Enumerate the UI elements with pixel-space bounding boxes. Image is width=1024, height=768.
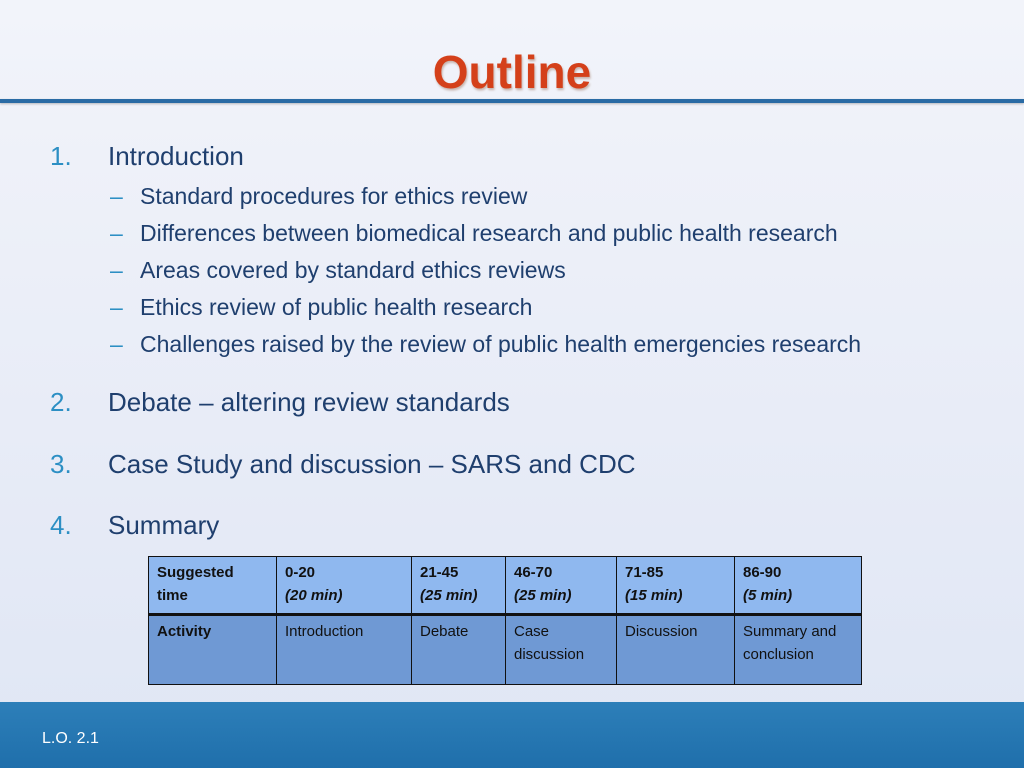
time-duration: (20 min) xyxy=(285,587,343,604)
outline-item-label: Case Study and discussion – SARS and CDC xyxy=(108,449,636,479)
time-range: 71-85 xyxy=(625,564,664,581)
dash-bullet: – xyxy=(110,183,123,209)
activity-line1: Discussion xyxy=(625,623,698,640)
footer-bar xyxy=(0,702,1024,768)
activity-line2: discussion xyxy=(514,646,585,663)
time-cell xyxy=(506,557,617,615)
slide-title: Outline xyxy=(432,46,592,98)
time-duration: (15 min) xyxy=(625,587,683,604)
time-cell xyxy=(277,557,412,615)
time-duration: (25 min) xyxy=(420,587,478,604)
table-row-time xyxy=(149,557,862,615)
activity-cell xyxy=(412,615,506,685)
time-range: 46-70 xyxy=(514,564,553,581)
outline-subitem-text: Ethics review of public health research xyxy=(140,294,533,320)
outline-item-number: 3. xyxy=(50,449,72,479)
outline-item-label: Debate – altering review standards xyxy=(108,387,510,417)
outline-subitem xyxy=(0,181,1024,211)
outline-subitem-text: Challenges raised by the review of public health emergencies research xyxy=(140,331,862,357)
activity-cell xyxy=(277,615,412,685)
outline-item-number: 1. xyxy=(50,141,72,171)
time-cell xyxy=(735,557,862,615)
time-range: 86-90 xyxy=(743,564,782,581)
outline-subitem-text: Standard procedures for ethics review xyxy=(140,183,528,209)
dash-bullet: – xyxy=(110,331,123,357)
footer-label: L.O. 2.1 xyxy=(42,730,99,747)
outline-subitem xyxy=(0,329,1024,359)
outline-subitem-text: Areas covered by standard ethics reviews xyxy=(140,257,566,283)
dash-bullet: – xyxy=(110,257,123,283)
outline-subitem xyxy=(0,218,1024,248)
activity-line2: conclusion xyxy=(743,646,814,663)
activity-cell xyxy=(617,615,735,685)
time-cell xyxy=(412,557,506,615)
outline-item-number: 4. xyxy=(50,510,72,540)
time-header-line2: time xyxy=(157,587,188,604)
activity-cell xyxy=(506,615,617,685)
activity-line1: Debate xyxy=(420,623,469,640)
activity-header-cell xyxy=(149,615,277,685)
time-range: 21-45 xyxy=(420,564,459,581)
activity-line1: Introduction xyxy=(285,623,364,640)
time-duration: (5 min) xyxy=(743,587,793,604)
schedule-table xyxy=(148,556,862,685)
activity-header: Activity xyxy=(157,623,212,640)
outline-item-label: Introduction xyxy=(108,141,244,171)
time-range: 0-20 xyxy=(285,564,316,581)
time-cell xyxy=(617,557,735,615)
time-header-cell xyxy=(149,557,277,615)
outline-subitem xyxy=(0,292,1024,322)
dash-bullet: – xyxy=(110,220,123,246)
outline-subitem xyxy=(0,255,1024,285)
table-row-activity xyxy=(149,615,862,685)
activity-line1: Summary and xyxy=(743,623,837,640)
outline-item-label: Summary xyxy=(108,510,220,540)
activity-line1: Case xyxy=(514,623,550,640)
outline-subitem-text: Differences between biomedical research and public health research xyxy=(140,220,838,246)
time-header-line1: Suggested xyxy=(157,564,234,581)
activity-cell xyxy=(735,615,862,685)
dash-bullet: – xyxy=(110,294,123,320)
outline-item-number: 2. xyxy=(50,387,72,417)
time-duration: (25 min) xyxy=(514,587,572,604)
